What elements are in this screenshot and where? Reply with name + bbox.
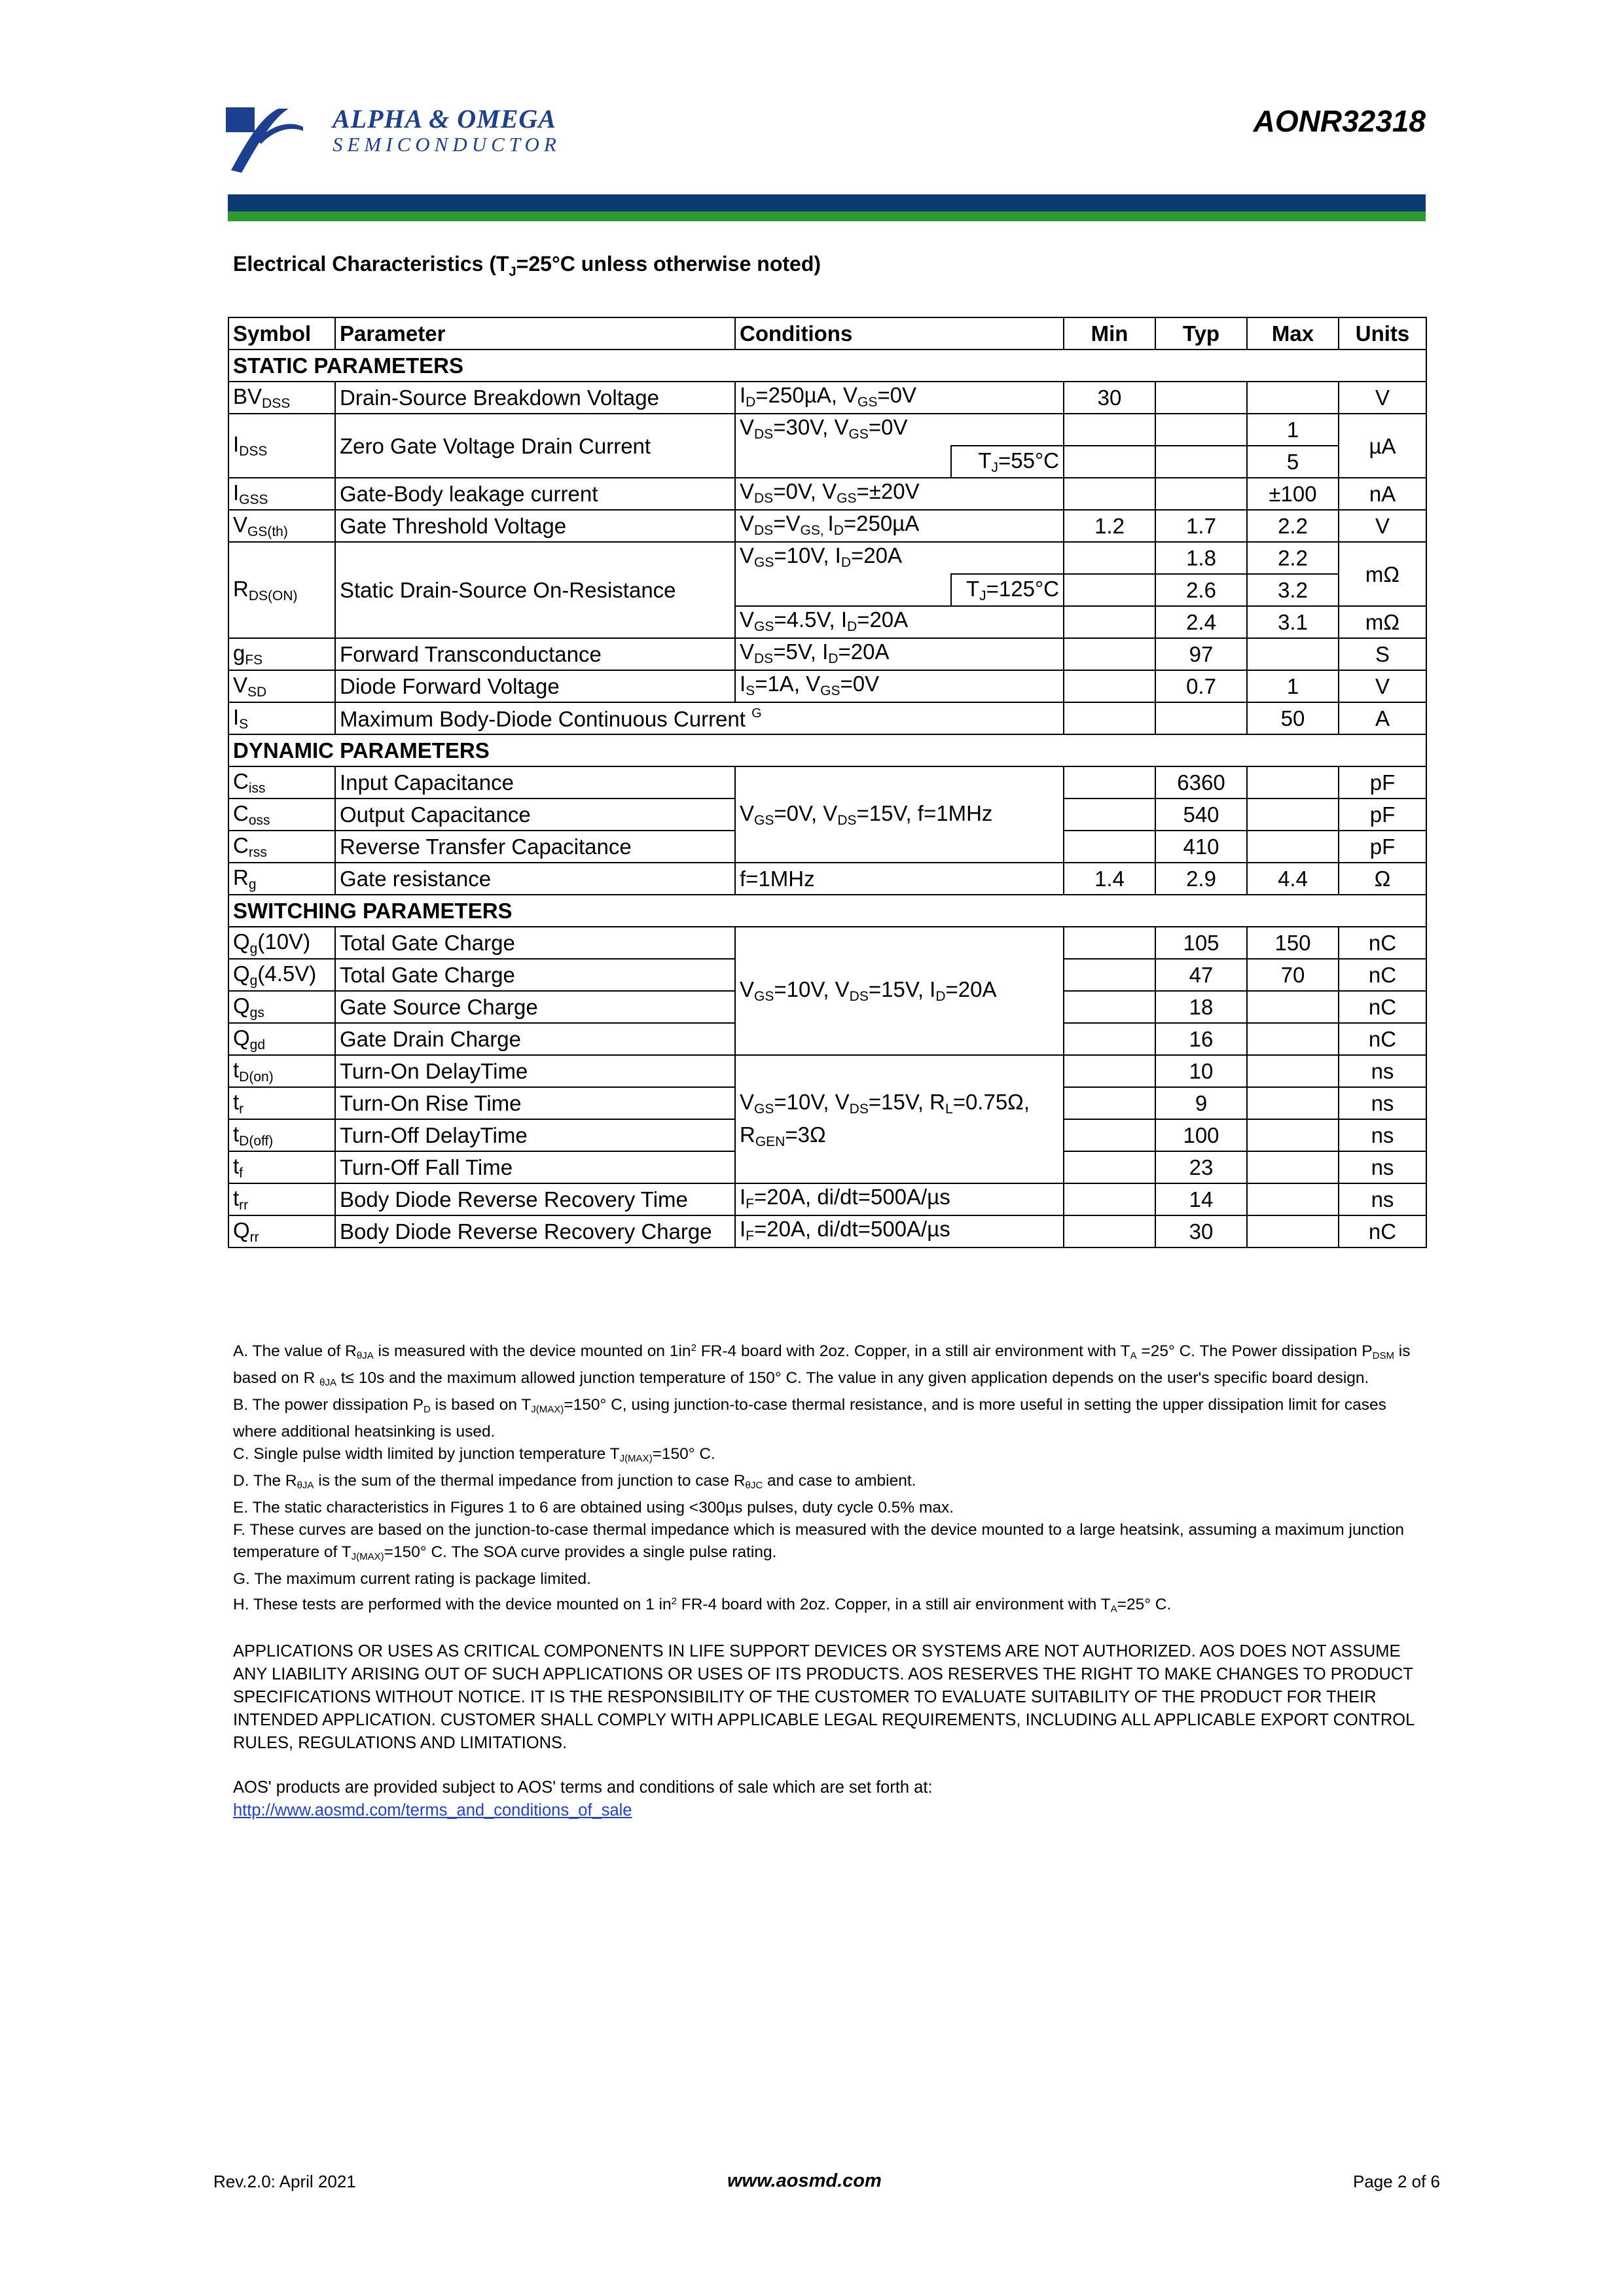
- min-cell: [1064, 1151, 1155, 1183]
- table-row: [228, 670, 1426, 702]
- max-cell: 50: [1247, 702, 1339, 734]
- unit-cell: nA: [1339, 478, 1426, 510]
- conditions-cell: VDS=VGS, ID=250µA: [735, 510, 1064, 542]
- max-cell: [1247, 1119, 1339, 1151]
- brand-tagline: SEMICONDUCTOR: [333, 133, 561, 156]
- min-cell: [1064, 766, 1155, 798]
- parameter-cell: Body Diode Reverse Recovery Charge: [335, 1215, 735, 1247]
- unit-cell: V: [1339, 382, 1426, 414]
- min-cell: [1064, 574, 1155, 606]
- parameter-cell: Gate Drain Charge: [335, 1023, 735, 1055]
- conditions-cell: VGS=10V, ID=20A: [735, 542, 1064, 574]
- symbol-cell: Rg: [228, 863, 335, 895]
- symbol-cell: Qrr: [228, 1215, 335, 1247]
- symbol-cell: Qgs: [228, 991, 335, 1023]
- unit-cell: nC: [1339, 1023, 1426, 1055]
- unit-cell: V: [1339, 510, 1426, 542]
- table-row: [228, 1055, 1426, 1087]
- unit-cell: pF: [1339, 798, 1426, 831]
- max-cell: ±100: [1247, 478, 1339, 510]
- min-cell: [1064, 959, 1155, 991]
- note-c: C. Single pulse width limited by junction temperature TJ(MAX)=150° C.: [233, 1445, 715, 1464]
- max-cell: [1247, 766, 1339, 798]
- table-row: [228, 702, 1426, 734]
- conditions-cell: f=1MHz: [735, 863, 1064, 895]
- parameter-cell: Gate resistance: [335, 863, 735, 895]
- parameter-cell: Turn-On DelayTime: [335, 1055, 735, 1087]
- max-cell: 3.2: [1247, 574, 1339, 606]
- conditions-cell: VDS=30V, VGS=0V: [735, 414, 1064, 446]
- min-cell: [1064, 446, 1155, 478]
- min-cell: [1064, 798, 1155, 831]
- parameter-cell: Maximum Body-Diode Continuous Current $^G$: [335, 702, 1064, 734]
- unit-cell: ns: [1339, 1151, 1426, 1183]
- section-title: Electrical Characteristics ($T_J=25^\circ C$ unless otherwise noted): [233, 252, 821, 279]
- symbol-cell: Qg(10V): [228, 927, 335, 959]
- typ-cell: [1155, 478, 1247, 510]
- max-cell: 70: [1247, 959, 1339, 991]
- typ-cell: 47: [1155, 959, 1247, 991]
- max-cell: [1247, 1215, 1339, 1247]
- disclaimer: [233, 1640, 1431, 1755]
- min-cell: [1064, 478, 1155, 510]
- terms-block: [233, 1776, 1431, 1822]
- section-row: [228, 734, 1426, 766]
- min-cell: [1064, 670, 1155, 702]
- table-header-row: [228, 317, 1426, 350]
- typ-cell: 97: [1155, 638, 1247, 670]
- min-cell: [1064, 927, 1155, 959]
- symbol-cell: IGSS: [228, 478, 335, 510]
- company-logo: [226, 105, 304, 177]
- parameter-cell: Reverse Transfer Capacitance: [335, 831, 735, 863]
- part-number: AONR32318: [1253, 104, 1426, 138]
- header-units: Units: [1339, 317, 1426, 350]
- note-f: F. These curves are based on the junction-to-case thermal impedance which is measured with the device mounted to a large heatsink, assuming a maximum junction temperature of TJ(MAX)=150° C. The SOA curve provides a single pulse rating.: [233, 1521, 1404, 1562]
- min-cell: [1064, 1119, 1155, 1151]
- max-cell: 4.4: [1247, 863, 1339, 895]
- max-cell: 5: [1247, 446, 1339, 478]
- symbol-cell: trr: [228, 1183, 335, 1215]
- note-d: D. The RθJA is the sum of the thermal impedance from junction to case RθJC and case to ambient.: [233, 1472, 916, 1491]
- parameter-cell: Body Diode Reverse Recovery Time: [335, 1183, 735, 1215]
- typ-cell: [1155, 414, 1247, 446]
- typ-cell: 105: [1155, 927, 1247, 959]
- header-bar-green: [228, 211, 1426, 221]
- typ-cell: 1.8: [1155, 542, 1247, 574]
- table-row: [228, 510, 1426, 542]
- unit-cell: pF: [1339, 831, 1426, 863]
- note-e: E. The static characteristics in Figures 1 to 6 are obtained using <300µs pulses, duty cycle 0.5% max.: [233, 1499, 954, 1516]
- header-parameter: Parameter: [335, 317, 735, 350]
- unit-cell: nC: [1339, 991, 1426, 1023]
- parameter-cell: Total Gate Charge: [335, 927, 735, 959]
- symbol-cell: Qg(4.5V): [228, 959, 335, 991]
- conditions-cell: IF=20A, di/dt=500A/µs: [735, 1183, 1064, 1215]
- min-cell: [1064, 414, 1155, 446]
- symbol-cell: tD(off): [228, 1119, 335, 1151]
- parameter-cell: Output Capacitance: [335, 798, 735, 831]
- note-b: B. The power dissipation PD is based on TJ(MAX)=150° C, using junction-to-case thermal resistance, and is more useful in setting the upper dissipation limit for cases where additional heatsinking is used.: [233, 1396, 1386, 1441]
- conditions-temp-cell: TJ=125°C: [951, 574, 1064, 606]
- symbol-cell: tr: [228, 1087, 335, 1119]
- min-cell: 1.2: [1064, 510, 1155, 542]
- parameter-cell: Turn-Off DelayTime: [335, 1119, 735, 1151]
- unit-cell: ns: [1339, 1183, 1426, 1215]
- typ-cell: [1155, 382, 1247, 414]
- section-row: [228, 895, 1426, 927]
- conditions-cell: VDS=0V, VGS=±20V: [735, 478, 1064, 510]
- page-number: Page 2 of 6: [1353, 2172, 1440, 2191]
- min-cell: 30: [1064, 382, 1155, 414]
- conditions-cell: VGS=4.5V, ID=20A: [735, 606, 1064, 638]
- website-label: www.aosmd.com: [727, 2170, 882, 2191]
- table-row: [228, 863, 1426, 895]
- typ-cell: 6360: [1155, 766, 1247, 798]
- typ-cell: 30: [1155, 1215, 1247, 1247]
- parameter-cell: Gate Threshold Voltage: [335, 510, 735, 542]
- max-cell: [1247, 638, 1339, 670]
- electrical-characteristics-table: [228, 317, 1427, 1248]
- typ-cell: [1155, 702, 1247, 734]
- max-cell: [1247, 991, 1339, 1023]
- unit-cell: ns: [1339, 1119, 1426, 1151]
- conditions-cell: IS=1A, VGS=0V: [735, 670, 1064, 702]
- typ-cell: 2.4: [1155, 606, 1247, 638]
- header-min: Min: [1064, 317, 1155, 350]
- min-cell: [1064, 606, 1155, 638]
- min-cell: [1064, 831, 1155, 863]
- typ-cell: [1155, 446, 1247, 478]
- conditions-cell: ID=250µA, VGS=0V: [735, 382, 1064, 414]
- symbol-cell: RDS(ON): [228, 542, 335, 638]
- max-cell: [1247, 1087, 1339, 1119]
- typ-cell: 0.7: [1155, 670, 1247, 702]
- max-cell: 1: [1247, 670, 1339, 702]
- table-row: [228, 766, 1426, 798]
- note-h: H. These tests are performed with the device mounted on 1 $in^2$ FR-4 board with 2oz. Copper, in a still air environment with TA=25° C.: [233, 1596, 1172, 1615]
- typ-cell: 16: [1155, 1023, 1247, 1055]
- parameter-cell: Static Drain-Source On-Resistance: [335, 542, 735, 638]
- min-cell: [1064, 702, 1155, 734]
- terms-link[interactable]: http://www.aosmd.com/terms_and_conditions_of_sale: [233, 1801, 632, 1820]
- min-cell: [1064, 638, 1155, 670]
- parameter-cell: Drain-Source Breakdown Voltage: [335, 382, 735, 414]
- max-cell: 1: [1247, 414, 1339, 446]
- unit-cell: nC: [1339, 1215, 1426, 1247]
- unit-cell: µA: [1339, 414, 1426, 478]
- unit-cell: nC: [1339, 927, 1426, 959]
- symbol-cell: Coss: [228, 798, 335, 831]
- max-cell: [1247, 1183, 1339, 1215]
- header-typ: Typ: [1155, 317, 1247, 350]
- symbol-cell: Qgd: [228, 1023, 335, 1055]
- table-row: [228, 927, 1426, 959]
- table-row: [228, 542, 1426, 574]
- typ-cell: 410: [1155, 831, 1247, 863]
- typ-cell: 23: [1155, 1151, 1247, 1183]
- min-cell: [1064, 991, 1155, 1023]
- typ-cell: 100: [1155, 1119, 1247, 1151]
- max-cell: [1247, 798, 1339, 831]
- unit-cell: mΩ: [1339, 542, 1426, 606]
- table-row: [228, 382, 1426, 414]
- min-cell: [1064, 1183, 1155, 1215]
- parameter-cell: Total Gate Charge: [335, 959, 735, 991]
- min-cell: [1064, 1023, 1155, 1055]
- parameter-cell: Forward Transconductance: [335, 638, 735, 670]
- unit-cell: ns: [1339, 1055, 1426, 1087]
- symbol-cell: tD(on): [228, 1055, 335, 1087]
- max-cell: [1247, 831, 1339, 863]
- min-cell: 1.4: [1064, 863, 1155, 895]
- max-cell: [1247, 1151, 1339, 1183]
- symbol-cell: IDSS: [228, 414, 335, 478]
- symbol-cell: gFS: [228, 638, 335, 670]
- table-row: [228, 414, 1426, 446]
- unit-cell: nC: [1339, 959, 1426, 991]
- symbol-cell: Crss: [228, 831, 335, 863]
- table-row: [228, 1215, 1426, 1247]
- conditions-cell: VGS=10V, VDS=15V, RL=0.75Ω, RGEN=3Ω: [735, 1055, 1064, 1183]
- section-row: [228, 350, 1426, 382]
- min-cell: [1064, 1215, 1155, 1247]
- terms-text: AOS' products are provided subject to AOS' terms and conditions of sale which are set forth at:: [233, 1778, 933, 1797]
- footnotes: [233, 1337, 1431, 1621]
- parameter-cell: Turn-On Rise Time: [335, 1087, 735, 1119]
- conditions-cell: VDS=5V, ID=20A: [735, 638, 1064, 670]
- max-cell: 2.2: [1247, 510, 1339, 542]
- typ-cell: 540: [1155, 798, 1247, 831]
- symbol-cell: Ciss: [228, 766, 335, 798]
- parameter-cell: Turn-Off Fall Time: [335, 1151, 735, 1183]
- max-cell: [1247, 382, 1339, 414]
- note-a: A. The value of RθJA is measured with the device mounted on $1in^2$ FR-4 board with 2oz. Copper, in a still air environment with TA =25° C. The Power dissipation PDSM is based on R θJA t≤ 10s and the maximum allowed junction temperature of 150° C. The value in any given application depends on the user's specific board design.: [233, 1342, 1411, 1388]
- typ-cell: 1.7: [1155, 510, 1247, 542]
- header-bar-blue: [228, 194, 1426, 211]
- max-cell: 2.2: [1247, 542, 1339, 574]
- typ-cell: 10: [1155, 1055, 1247, 1087]
- max-cell: [1247, 1055, 1339, 1087]
- disclaimer-text: APPLICATIONS OR USES AS CRITICAL COMPONENTS IN LIFE SUPPORT DEVICES OR SYSTEMS ARE NOT AUTHORIZED. AOS DOES NOT ASSUME ANY LIABILITY ARISING OUT OF SUCH APPLICATIONS OR USES OF ITS PRODUCTS. AOS RESERVES THE RIGHT TO MAKE CHANGES TO PRODUCT SPECIFICATIONS WITHOUT NOTICE. IT IS THE RESPONSIBILITY OF THE CUSTOMER TO EVALUATE SUITABILITY OF THE PRODUCT FOR THEIR INTENDED APPLICATION. CUSTOMER SHALL COMPLY WITH APPLICABLE LEGAL REQUIREMENTS, INCLUDING ALL APPLICABLE EXPORT CONTROL RULES, REGULATIONS AND LIMITATIONS.: [233, 1642, 1415, 1752]
- parameter-cell: Zero Gate Voltage Drain Current: [335, 414, 735, 478]
- section-dynamic: DYNAMIC PARAMETERS: [228, 734, 1426, 766]
- table-row: [228, 1183, 1426, 1215]
- max-cell: 150: [1247, 927, 1339, 959]
- unit-cell: mΩ: [1339, 606, 1426, 638]
- typ-cell: 2.6: [1155, 574, 1247, 606]
- conditions-cell: VGS=10V, VDS=15V, ID=20A: [735, 927, 1064, 1055]
- conditions-cell: VGS=0V, VDS=15V, f=1MHz: [735, 766, 1064, 863]
- min-cell: [1064, 542, 1155, 574]
- revision-label: Rev.2.0: April 2021: [213, 2172, 356, 2191]
- header-conditions: Conditions: [735, 317, 1064, 350]
- table-row: [228, 478, 1426, 510]
- unit-cell: ns: [1339, 1087, 1426, 1119]
- max-cell: [1247, 1023, 1339, 1055]
- table-row: [228, 638, 1426, 670]
- typ-cell: 14: [1155, 1183, 1247, 1215]
- symbol-cell: VGS(th): [228, 510, 335, 542]
- brand-name: ALPHA & OMEGA: [333, 104, 556, 134]
- conditions-temp-cell: TJ=55°C: [951, 446, 1064, 478]
- header-max: Max: [1247, 317, 1339, 350]
- section-static: STATIC PARAMETERS: [228, 350, 1426, 382]
- max-cell: 3.1: [1247, 606, 1339, 638]
- unit-cell: V: [1339, 670, 1426, 702]
- parameter-cell: Gate-Body leakage current: [335, 478, 735, 510]
- symbol-cell: VSD: [228, 670, 335, 702]
- note-g: G. The maximum current rating is package limited.: [233, 1570, 591, 1588]
- conditions-cell: IF=20A, di/dt=500A/µs: [735, 1215, 1064, 1247]
- symbol-cell: IS: [228, 702, 335, 734]
- unit-cell: S: [1339, 638, 1426, 670]
- typ-cell: 9: [1155, 1087, 1247, 1119]
- typ-cell: 18: [1155, 991, 1247, 1023]
- symbol-cell: tf: [228, 1151, 335, 1183]
- section-switching: SWITCHING PARAMETERS: [228, 895, 1426, 927]
- parameter-cell: Diode Forward Voltage: [335, 670, 735, 702]
- min-cell: [1064, 1055, 1155, 1087]
- symbol-cell: BVDSS: [228, 382, 335, 414]
- parameter-cell: Input Capacitance: [335, 766, 735, 798]
- unit-cell: pF: [1339, 766, 1426, 798]
- parameter-cell: Gate Source Charge: [335, 991, 735, 1023]
- header-symbol: Symbol: [228, 317, 335, 350]
- unit-cell: A: [1339, 702, 1426, 734]
- min-cell: [1064, 1087, 1155, 1119]
- typ-cell: 2.9: [1155, 863, 1247, 895]
- unit-cell: Ω: [1339, 863, 1426, 895]
